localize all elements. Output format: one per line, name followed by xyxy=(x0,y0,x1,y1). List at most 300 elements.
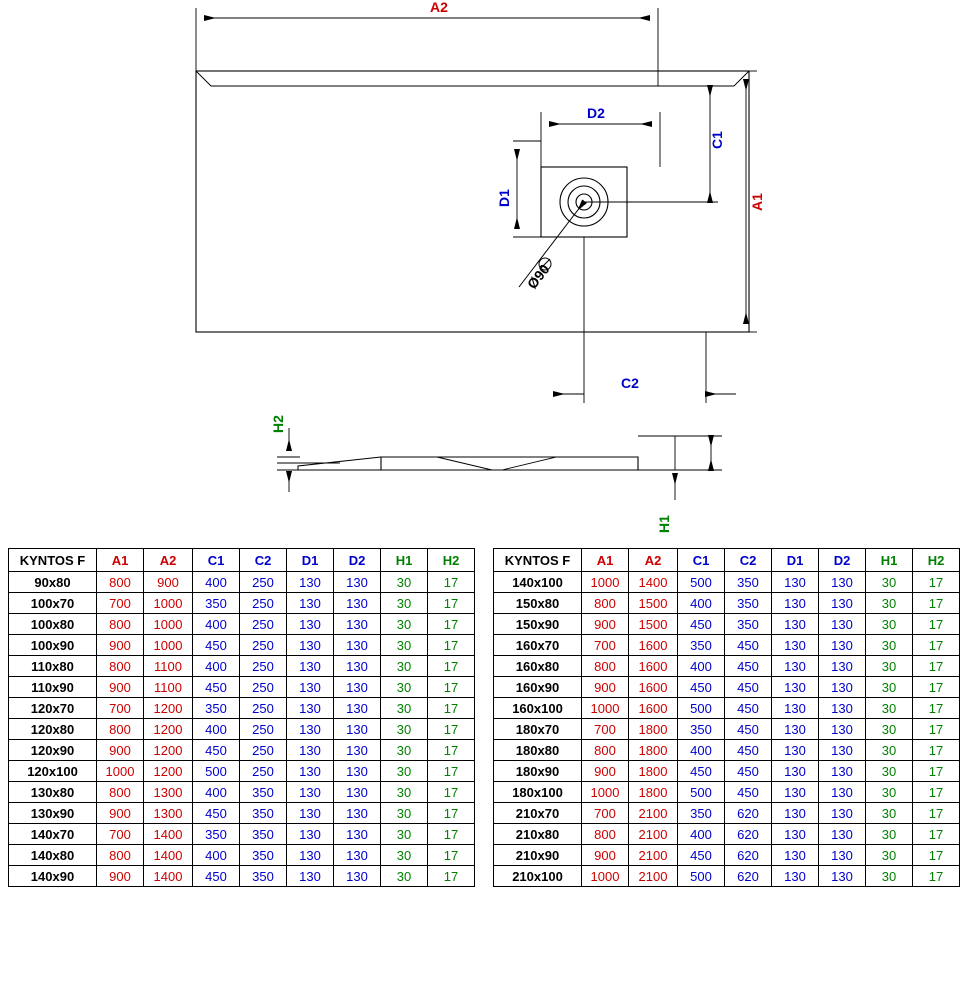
cell-c2: 250 xyxy=(240,761,287,782)
cell-c1: 400 xyxy=(193,782,240,803)
cell-a2: 1000 xyxy=(144,635,193,656)
cell-model: 160x70 xyxy=(494,635,582,656)
spec-table-right-body xyxy=(494,572,960,887)
table-header-row xyxy=(9,549,475,572)
cell-h1: 30 xyxy=(381,572,428,593)
cell-model: 110x80 xyxy=(9,656,97,677)
cell-d1: 130 xyxy=(287,803,334,824)
cell-model: 210x70 xyxy=(494,803,582,824)
cell-h2: 17 xyxy=(428,677,475,698)
table-row xyxy=(9,656,475,677)
cell-h2: 17 xyxy=(913,782,960,803)
cell-d2: 130 xyxy=(819,803,866,824)
d2-label: D2 xyxy=(587,105,605,121)
cell-d2: 130 xyxy=(334,635,381,656)
cell-model: 130x90 xyxy=(9,803,97,824)
h1-label: H1 xyxy=(656,515,672,533)
cell-c1: 450 xyxy=(678,761,725,782)
table-row xyxy=(494,656,960,677)
table-row xyxy=(9,845,475,866)
table-row xyxy=(494,677,960,698)
table-row xyxy=(494,761,960,782)
cell-c2: 450 xyxy=(725,677,772,698)
cell-a1: 900 xyxy=(582,677,629,698)
cell-c1: 450 xyxy=(193,635,240,656)
cell-d1: 130 xyxy=(287,656,334,677)
cell-a1: 900 xyxy=(582,845,629,866)
cell-a2: 1400 xyxy=(144,845,193,866)
cell-a1: 900 xyxy=(97,740,144,761)
spec-table-left xyxy=(8,548,475,887)
header-h1: H1 xyxy=(381,549,428,572)
table-row xyxy=(9,614,475,635)
c1-label: C1 xyxy=(709,131,725,149)
cell-c2: 350 xyxy=(725,614,772,635)
header-a2: A2 xyxy=(144,549,193,572)
cell-c2: 450 xyxy=(725,782,772,803)
cell-a2: 1400 xyxy=(629,572,678,593)
cell-d1: 130 xyxy=(287,782,334,803)
cell-a2: 1200 xyxy=(144,698,193,719)
cell-d1: 130 xyxy=(287,866,334,887)
cell-c2: 350 xyxy=(240,782,287,803)
cell-h2: 17 xyxy=(428,866,475,887)
header-h2: H2 xyxy=(428,549,475,572)
a1-label: A1 xyxy=(749,193,765,211)
cell-d1: 130 xyxy=(772,824,819,845)
cell-model: 150x80 xyxy=(494,593,582,614)
cell-c1: 450 xyxy=(678,614,725,635)
cell-h1: 30 xyxy=(866,824,913,845)
cell-d2: 130 xyxy=(819,740,866,761)
cell-h2: 17 xyxy=(913,572,960,593)
drain-diameter-label: Ø90 xyxy=(523,261,553,292)
cell-h1: 30 xyxy=(381,698,428,719)
cell-a2: 1000 xyxy=(144,614,193,635)
cell-c2: 450 xyxy=(725,656,772,677)
cell-h1: 30 xyxy=(381,845,428,866)
cell-h2: 17 xyxy=(428,572,475,593)
cell-d2: 130 xyxy=(819,572,866,593)
cell-a1: 800 xyxy=(97,656,144,677)
cell-a2: 900 xyxy=(144,572,193,593)
header-c2: C2 xyxy=(725,549,772,572)
cell-model: 120x80 xyxy=(9,719,97,740)
cell-a2: 1100 xyxy=(144,656,193,677)
cell-c1: 400 xyxy=(193,614,240,635)
cell-a2: 1200 xyxy=(144,761,193,782)
cell-c2: 350 xyxy=(725,593,772,614)
cell-c2: 250 xyxy=(240,572,287,593)
cell-a2: 1500 xyxy=(629,593,678,614)
cell-h1: 30 xyxy=(866,572,913,593)
table-row xyxy=(494,635,960,656)
cell-c1: 350 xyxy=(193,593,240,614)
table-row xyxy=(494,824,960,845)
cell-a2: 1000 xyxy=(144,593,193,614)
cell-h2: 17 xyxy=(913,866,960,887)
cell-h1: 30 xyxy=(866,698,913,719)
cell-c2: 350 xyxy=(725,572,772,593)
cell-h2: 17 xyxy=(428,656,475,677)
cell-a1: 900 xyxy=(97,803,144,824)
a2-label: A2 xyxy=(430,0,448,15)
cell-model: 160x100 xyxy=(494,698,582,719)
cell-h2: 17 xyxy=(913,614,960,635)
cell-model: 120x100 xyxy=(9,761,97,782)
cell-c2: 450 xyxy=(725,761,772,782)
cell-d2: 130 xyxy=(819,782,866,803)
cell-a2: 1500 xyxy=(629,614,678,635)
cell-a1: 800 xyxy=(582,824,629,845)
cell-a1: 900 xyxy=(582,761,629,782)
cell-c1: 500 xyxy=(193,761,240,782)
cell-h2: 17 xyxy=(428,593,475,614)
cell-a2: 1400 xyxy=(144,824,193,845)
cell-d2: 130 xyxy=(819,719,866,740)
cell-d2: 130 xyxy=(819,845,866,866)
cell-d2: 130 xyxy=(334,845,381,866)
cell-a2: 1600 xyxy=(629,635,678,656)
tray-plan-inner-edge xyxy=(196,71,749,86)
cell-a2: 1200 xyxy=(144,740,193,761)
cell-h1: 30 xyxy=(381,761,428,782)
cell-a1: 800 xyxy=(582,740,629,761)
header-d1: D1 xyxy=(772,549,819,572)
cell-h2: 17 xyxy=(428,761,475,782)
table-row xyxy=(494,740,960,761)
cell-h1: 30 xyxy=(381,719,428,740)
cell-d2: 130 xyxy=(334,614,381,635)
tray-section-left-slope xyxy=(298,457,381,470)
cell-a1: 800 xyxy=(97,572,144,593)
cell-a1: 1000 xyxy=(97,761,144,782)
cell-d1: 130 xyxy=(287,572,334,593)
cell-d2: 130 xyxy=(334,824,381,845)
cell-h1: 30 xyxy=(381,593,428,614)
cell-model: 130x80 xyxy=(9,782,97,803)
tray-section-slope-line-2 xyxy=(502,457,556,470)
cell-c2: 250 xyxy=(240,677,287,698)
header-a1: A1 xyxy=(582,549,629,572)
cell-d2: 130 xyxy=(334,698,381,719)
cell-a1: 800 xyxy=(97,719,144,740)
cell-d2: 130 xyxy=(334,761,381,782)
cell-a1: 700 xyxy=(582,635,629,656)
cell-c1: 500 xyxy=(678,572,725,593)
cell-d2: 130 xyxy=(334,719,381,740)
cell-d2: 130 xyxy=(819,593,866,614)
header-c1: C1 xyxy=(193,549,240,572)
cell-h1: 30 xyxy=(866,614,913,635)
cell-h2: 17 xyxy=(913,656,960,677)
cell-h2: 17 xyxy=(913,824,960,845)
cell-a2: 1800 xyxy=(629,719,678,740)
cell-d1: 130 xyxy=(772,740,819,761)
cell-d2: 130 xyxy=(334,656,381,677)
cell-h1: 30 xyxy=(866,635,913,656)
table-row xyxy=(9,740,475,761)
cell-model: 120x90 xyxy=(9,740,97,761)
cell-c1: 400 xyxy=(193,572,240,593)
cell-d1: 130 xyxy=(287,677,334,698)
cell-d2: 130 xyxy=(819,677,866,698)
table-row xyxy=(9,719,475,740)
cell-d2: 130 xyxy=(334,782,381,803)
cell-model: 140x70 xyxy=(9,824,97,845)
h2-label: H2 xyxy=(270,415,286,433)
cell-h2: 17 xyxy=(913,740,960,761)
cell-d1: 130 xyxy=(772,656,819,677)
cell-h2: 17 xyxy=(428,782,475,803)
cell-h2: 17 xyxy=(913,719,960,740)
cell-model: 210x90 xyxy=(494,845,582,866)
cell-c1: 500 xyxy=(678,866,725,887)
cell-h2: 17 xyxy=(913,698,960,719)
cell-h1: 30 xyxy=(381,803,428,824)
cell-d1: 130 xyxy=(772,803,819,824)
table-row xyxy=(494,719,960,740)
cell-a2: 2100 xyxy=(629,824,678,845)
cell-c2: 250 xyxy=(240,656,287,677)
cell-d1: 130 xyxy=(772,761,819,782)
cell-d1: 130 xyxy=(772,635,819,656)
cell-d1: 130 xyxy=(287,719,334,740)
cell-h2: 17 xyxy=(428,614,475,635)
cell-a1: 700 xyxy=(97,593,144,614)
cell-c1: 400 xyxy=(678,656,725,677)
cell-model: 140x80 xyxy=(9,845,97,866)
cell-d2: 130 xyxy=(819,656,866,677)
cell-c1: 400 xyxy=(193,656,240,677)
cell-d2: 130 xyxy=(819,698,866,719)
cell-a1: 800 xyxy=(97,614,144,635)
cell-h2: 17 xyxy=(913,635,960,656)
cell-d2: 130 xyxy=(819,614,866,635)
cell-a2: 2100 xyxy=(629,866,678,887)
table-row xyxy=(9,866,475,887)
cell-c1: 450 xyxy=(193,677,240,698)
header-d1: D1 xyxy=(287,549,334,572)
spec-table-right xyxy=(493,548,960,887)
cell-h1: 30 xyxy=(381,740,428,761)
cell-h1: 30 xyxy=(381,824,428,845)
cell-c2: 250 xyxy=(240,614,287,635)
cell-c2: 450 xyxy=(725,698,772,719)
cell-c1: 450 xyxy=(193,740,240,761)
cell-a1: 700 xyxy=(582,803,629,824)
cell-d2: 130 xyxy=(334,572,381,593)
cell-a2: 2100 xyxy=(629,845,678,866)
cell-a1: 700 xyxy=(97,824,144,845)
cell-d2: 130 xyxy=(334,866,381,887)
cell-a2: 2100 xyxy=(629,803,678,824)
cell-h2: 17 xyxy=(913,761,960,782)
cell-a1: 800 xyxy=(582,656,629,677)
cell-h1: 30 xyxy=(866,782,913,803)
cell-c1: 400 xyxy=(678,593,725,614)
cell-model: 180x80 xyxy=(494,740,582,761)
cell-model: 210x80 xyxy=(494,824,582,845)
table-row xyxy=(494,803,960,824)
cell-d1: 130 xyxy=(287,635,334,656)
cell-h1: 30 xyxy=(866,677,913,698)
cell-h2: 17 xyxy=(428,740,475,761)
cell-model: 140x100 xyxy=(494,572,582,593)
cell-a2: 1600 xyxy=(629,656,678,677)
table-header-row xyxy=(494,549,960,572)
cell-a1: 900 xyxy=(582,614,629,635)
cell-c2: 250 xyxy=(240,698,287,719)
cell-c2: 250 xyxy=(240,719,287,740)
cell-c1: 500 xyxy=(678,782,725,803)
cell-a1: 1000 xyxy=(582,782,629,803)
cell-model: 110x90 xyxy=(9,677,97,698)
table-row xyxy=(9,677,475,698)
cell-d2: 130 xyxy=(819,761,866,782)
cell-a1: 1000 xyxy=(582,866,629,887)
cell-a1: 800 xyxy=(582,593,629,614)
cell-a1: 700 xyxy=(582,719,629,740)
cell-h1: 30 xyxy=(866,803,913,824)
cell-model: 90x80 xyxy=(9,572,97,593)
cell-h1: 30 xyxy=(866,656,913,677)
cell-a1: 700 xyxy=(97,698,144,719)
cell-h2: 17 xyxy=(913,845,960,866)
table-row xyxy=(9,761,475,782)
header-a1: A1 xyxy=(97,549,144,572)
cell-h1: 30 xyxy=(381,614,428,635)
table-row xyxy=(9,698,475,719)
cell-a2: 1800 xyxy=(629,740,678,761)
cell-model: 180x70 xyxy=(494,719,582,740)
cell-a1: 900 xyxy=(97,635,144,656)
cell-h2: 17 xyxy=(428,635,475,656)
cell-d2: 130 xyxy=(334,677,381,698)
cell-c1: 450 xyxy=(193,803,240,824)
cell-model: 150x90 xyxy=(494,614,582,635)
header-c1: C1 xyxy=(678,549,725,572)
cell-c2: 450 xyxy=(725,740,772,761)
cell-model: 210x100 xyxy=(494,866,582,887)
cell-model: 140x90 xyxy=(9,866,97,887)
cell-d2: 130 xyxy=(334,593,381,614)
cell-c1: 350 xyxy=(678,803,725,824)
cell-d1: 130 xyxy=(287,824,334,845)
cell-h1: 30 xyxy=(866,845,913,866)
table-row xyxy=(9,803,475,824)
cell-c2: 250 xyxy=(240,593,287,614)
cell-a2: 1100 xyxy=(144,677,193,698)
cell-h2: 17 xyxy=(428,719,475,740)
cell-c2: 450 xyxy=(725,635,772,656)
cell-model: 160x90 xyxy=(494,677,582,698)
cell-h1: 30 xyxy=(381,782,428,803)
cell-h2: 17 xyxy=(428,698,475,719)
cell-c2: 620 xyxy=(725,803,772,824)
c2-label: C2 xyxy=(621,375,639,391)
cell-h2: 17 xyxy=(913,593,960,614)
cell-d2: 130 xyxy=(819,866,866,887)
cell-a1: 800 xyxy=(97,845,144,866)
table-row xyxy=(9,593,475,614)
cell-c1: 450 xyxy=(678,677,725,698)
cell-a2: 1400 xyxy=(144,866,193,887)
cell-c1: 350 xyxy=(193,824,240,845)
table-row xyxy=(494,572,960,593)
cell-h1: 30 xyxy=(866,593,913,614)
cell-h1: 30 xyxy=(381,635,428,656)
header-h1: H1 xyxy=(866,549,913,572)
cell-h1: 30 xyxy=(866,866,913,887)
cell-c1: 350 xyxy=(678,635,725,656)
cell-model: 100x90 xyxy=(9,635,97,656)
cell-h1: 30 xyxy=(381,677,428,698)
cell-d1: 130 xyxy=(287,614,334,635)
table-row xyxy=(9,782,475,803)
cell-d1: 130 xyxy=(772,677,819,698)
cell-c2: 350 xyxy=(240,845,287,866)
cell-h1: 30 xyxy=(866,719,913,740)
cell-d1: 130 xyxy=(772,866,819,887)
cell-c1: 400 xyxy=(193,845,240,866)
cell-c1: 400 xyxy=(678,824,725,845)
cell-d1: 130 xyxy=(772,845,819,866)
cell-h1: 30 xyxy=(381,656,428,677)
cell-d1: 130 xyxy=(287,761,334,782)
cell-d2: 130 xyxy=(334,740,381,761)
cell-model: 160x80 xyxy=(494,656,582,677)
cell-d1: 130 xyxy=(772,614,819,635)
cell-h1: 30 xyxy=(866,761,913,782)
cell-a1: 900 xyxy=(97,677,144,698)
cell-model: 180x100 xyxy=(494,782,582,803)
cell-h1: 30 xyxy=(866,740,913,761)
cell-a2: 1800 xyxy=(629,782,678,803)
cell-d1: 130 xyxy=(772,593,819,614)
table-row xyxy=(9,572,475,593)
cell-h2: 17 xyxy=(428,803,475,824)
cell-model: 100x70 xyxy=(9,593,97,614)
table-row xyxy=(9,824,475,845)
cell-c2: 620 xyxy=(725,824,772,845)
cell-a1: 900 xyxy=(97,866,144,887)
table-row xyxy=(494,698,960,719)
table-row xyxy=(494,593,960,614)
cell-h1: 30 xyxy=(381,866,428,887)
cell-c1: 350 xyxy=(678,719,725,740)
cell-a2: 1300 xyxy=(144,782,193,803)
cell-d2: 130 xyxy=(819,824,866,845)
cell-c2: 620 xyxy=(725,866,772,887)
cell-c2: 350 xyxy=(240,803,287,824)
cell-model: 100x80 xyxy=(9,614,97,635)
cell-d1: 130 xyxy=(772,698,819,719)
cell-h2: 17 xyxy=(428,845,475,866)
cell-d1: 130 xyxy=(772,719,819,740)
cell-a2: 1800 xyxy=(629,761,678,782)
tray-plan-outline xyxy=(196,71,749,332)
cell-a2: 1300 xyxy=(144,803,193,824)
header-a2: A2 xyxy=(629,549,678,572)
cell-c2: 250 xyxy=(240,740,287,761)
spec-table-left-body xyxy=(9,572,475,887)
header-d2: D2 xyxy=(334,549,381,572)
cell-d1: 130 xyxy=(287,845,334,866)
cell-d1: 130 xyxy=(287,698,334,719)
cell-c2: 350 xyxy=(240,866,287,887)
cell-c2: 620 xyxy=(725,845,772,866)
